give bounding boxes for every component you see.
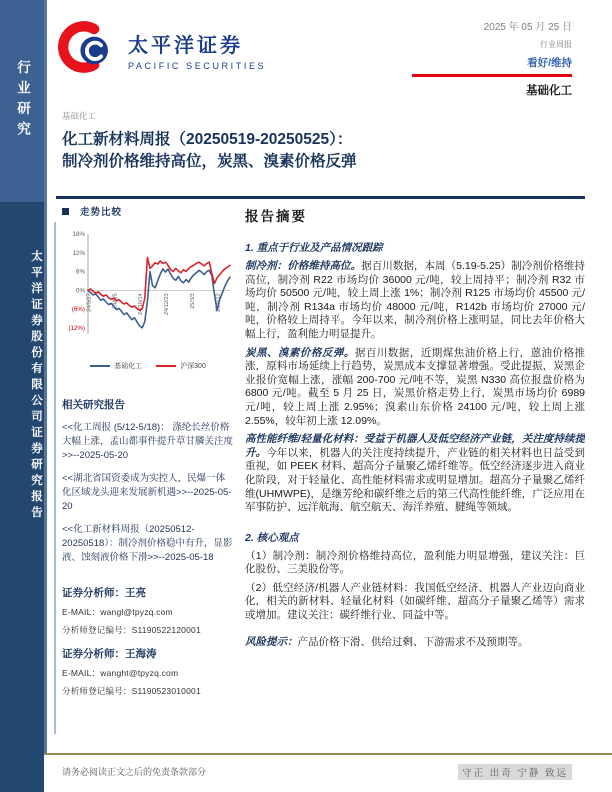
email-label: E-MAIL： [62, 668, 101, 678]
rail-industry-research [0, 0, 44, 202]
analyst-license: 分析师登记编号：S1190523010001 [62, 686, 201, 696]
legend-label: 基础化工 [114, 363, 143, 370]
trend-heading: 走势比较 [80, 207, 123, 218]
svg-text:18%: 18% [72, 231, 85, 238]
svg-text:24/12/23: 24/12/23 [164, 293, 171, 316]
summary-section1-heading: 1. 重点于行业及产品情况跟踪 [245, 242, 383, 254]
summary-paragraph: 炭黑、溴素价格反弹。据百川数据，近期煤焦油价格上行，蒽油价格推涨，原料市场延续上行趋势，炭黑成本支撑显著增强。受此提振，炭黑企业报价宽幅上涨，涨幅 200-700 元/吨不等，炭黑 N330 高位报盘价格为 6800 元/吨。截至 5 月 25 日，炭黑价格走势上行，炭黑市场均价 6989 元/吨，较上周上涨 2.95%；溴素山东价格 24100 元/吨，较上周上涨 2.55%，较年初上涨 12.09%。 [245, 346, 585, 427]
report-title-line2: 制冷剂价格维持高位，炭黑、溴素价格反弹 [62, 153, 357, 170]
paragraph-lead: 高性能纤维/轻量化材料：受益于机器人及低空经济产业链，关注度持续提升。 [245, 433, 585, 459]
svg-text:0%: 0% [76, 287, 85, 295]
header-meta [342, 18, 572, 98]
legend-line-icon [156, 365, 176, 367]
related-report-link[interactable]: <<化工新材料周报（20250512-20250518）：制冷剂价格稳中有升，显影液、蚀刻液价格下滑>>--2025-05-18 [62, 524, 233, 563]
svg-text:24/10/14: 24/10/14 [138, 293, 145, 316]
trend-section-header [62, 204, 234, 218]
core-points [245, 550, 585, 623]
legend-line-icon [90, 365, 110, 367]
pacific-swirl-icon [58, 16, 120, 83]
paragraph-lead: 炭黑、溴素价格反弹。 [245, 346, 355, 359]
email-label: E-MAIL： [62, 607, 101, 617]
footer-motto: 守正 出奇 宁静 致远 [458, 764, 572, 780]
trend-chart [62, 230, 234, 357]
title-block [62, 110, 587, 173]
summary-paragraph: 高性能纤维/轻量化材料：受益于机器人及低空经济产业链，关注度持续提升。今年以来，机器人的关注度持续提升，产业链的相关材料也日益受到重视，如 PEEK 材料、超高分子量聚乙烯纤维等。低空经济逐步进入商业化阶段，对于轻量化、高性能材料需求或明显增加。超高分子量聚乙烯纤维(UHMWPE)，是继芳纶和碳纤维之后的第三代高性能纤维，广泛应用在军事防护、远洋航海、航空航天、海洋养殖、腱绳等领域。 [245, 433, 585, 514]
footer-rule [44, 753, 612, 755]
svg-text:25/3/3: 25/3/3 [189, 293, 196, 309]
trend-chart-svg [62, 230, 234, 352]
summary-paragraph: 制冷剂：价格维持高位。据百川数据，本周（5.19-5.25）制冷剂价格维持高位，制冷剂 R22 市场均价 36000 元/吨，较上周持平；制冷剂 R32 市场均价 50500 元/吨，较上周上涨 1%；制冷剂 R125 市场均价 45500 元/吨，制冷剂 R134a 市场均价 48000 元/吨，R142b 市场均价 27000 元/吨，价格较上周持平。今年以来，制冷剂价格上涨明显，同比去年价格大幅上行，盈利能力明显提升。 [245, 260, 585, 340]
report-title-line1: 化工新材料周报（20250519-20250525）： [62, 131, 353, 148]
related-reports-heading: 相关研究报告 [62, 399, 125, 411]
related-report-link[interactable]: <<湖北省国资委成为实控人，民爆一体化区域龙头迎来发展新机遇>>--2025-05-20 [62, 473, 232, 512]
svg-text:(6%): (6%) [71, 306, 85, 313]
paragraph-lead: 制冷剂：价格维持高位。 [245, 260, 362, 272]
report-type: 行业周报 [540, 40, 572, 49]
footer-disclaimer: 请务必阅读正文之后的免责条款部分 [62, 767, 207, 777]
email-link[interactable]: wanght@tpyzq.com [100, 668, 179, 678]
related-report-list [62, 421, 234, 565]
chart-legend [62, 361, 234, 371]
svg-text:24/5/27: 24/5/27 [86, 293, 93, 312]
industry-rating: 看好/维持 [527, 57, 572, 69]
summary-paragraphs [245, 260, 585, 515]
legend-label: 沪深300 [180, 363, 206, 370]
legend-item [156, 361, 206, 371]
report-date: 2025 年 05 月 25 日 [483, 22, 572, 33]
industry-name: 基础化工 [526, 85, 572, 97]
logo-name-cn: 太平洋证券 [128, 34, 243, 57]
core-point: （1）制冷剂：制冷剂价格维持高位，盈利能力明显增强，建议关注：巨化股份、三美股份等。 [245, 549, 585, 576]
legend-item [90, 361, 142, 371]
risk-lead: 风险提示： [245, 635, 298, 648]
analyst-name: 证券分析师：王亮 [62, 587, 146, 599]
svg-text:(12%): (12%) [68, 324, 85, 332]
analyst-list [62, 585, 234, 697]
svg-text:24/8/5: 24/8/5 [112, 293, 119, 309]
svg-text:25/5/12: 25/5/12 [215, 293, 222, 312]
summary-column [245, 205, 585, 750]
title-eyebrow: 基础化工 [62, 111, 97, 121]
risk-body: 产品价格下滑、供给过剩、下游需求不及预期等。 [297, 635, 529, 648]
core-point: （2）低空经济/机器人产业链材料：我国低空经济、机器人产业迈向商业化，相关的新材料、轻量化材料（如碳纤维、超高分子量聚乙烯等）需求或增加。建议关注：碳纤维行业、同益中等。 [245, 581, 585, 622]
rail-bottom-label: 太平洋证券股份有限公司证券研究报告 [30, 250, 42, 522]
summary-heading: 报告摘要 [245, 209, 307, 224]
section-bullet-icon [62, 208, 69, 215]
svg-text:6%: 6% [76, 268, 85, 276]
analyst-email [62, 667, 234, 679]
analyst-license: 分析师登记编号：S1190522120001 [62, 625, 201, 635]
rail-company-strip [0, 202, 44, 792]
related-report-link[interactable]: <<化工周报 (5/12-5/18)： 涤纶长丝价格大幅上涨，孟山都事件提升草甘膦关注度>>--2025-05-20 [62, 422, 234, 461]
analyst-email [62, 606, 234, 618]
email-link[interactable]: wangl@tpyzq.com [100, 607, 173, 617]
summary-section2-heading: 2. 核心观点 [245, 531, 299, 544]
analyst-name: 证券分析师：王海涛 [62, 648, 157, 660]
logo-name-en: PACIFIC SECURITIES [128, 60, 267, 71]
rail-edge-strip [44, 0, 47, 753]
svg-text:12%: 12% [72, 249, 85, 257]
rating-underline [412, 74, 572, 77]
rail-top-label: 行业研究 [15, 60, 30, 142]
left-column-border [54, 222, 56, 734]
left-column [62, 204, 234, 697]
company-logo [58, 16, 266, 83]
title-rule [56, 196, 585, 199]
risk-paragraph [245, 636, 585, 650]
